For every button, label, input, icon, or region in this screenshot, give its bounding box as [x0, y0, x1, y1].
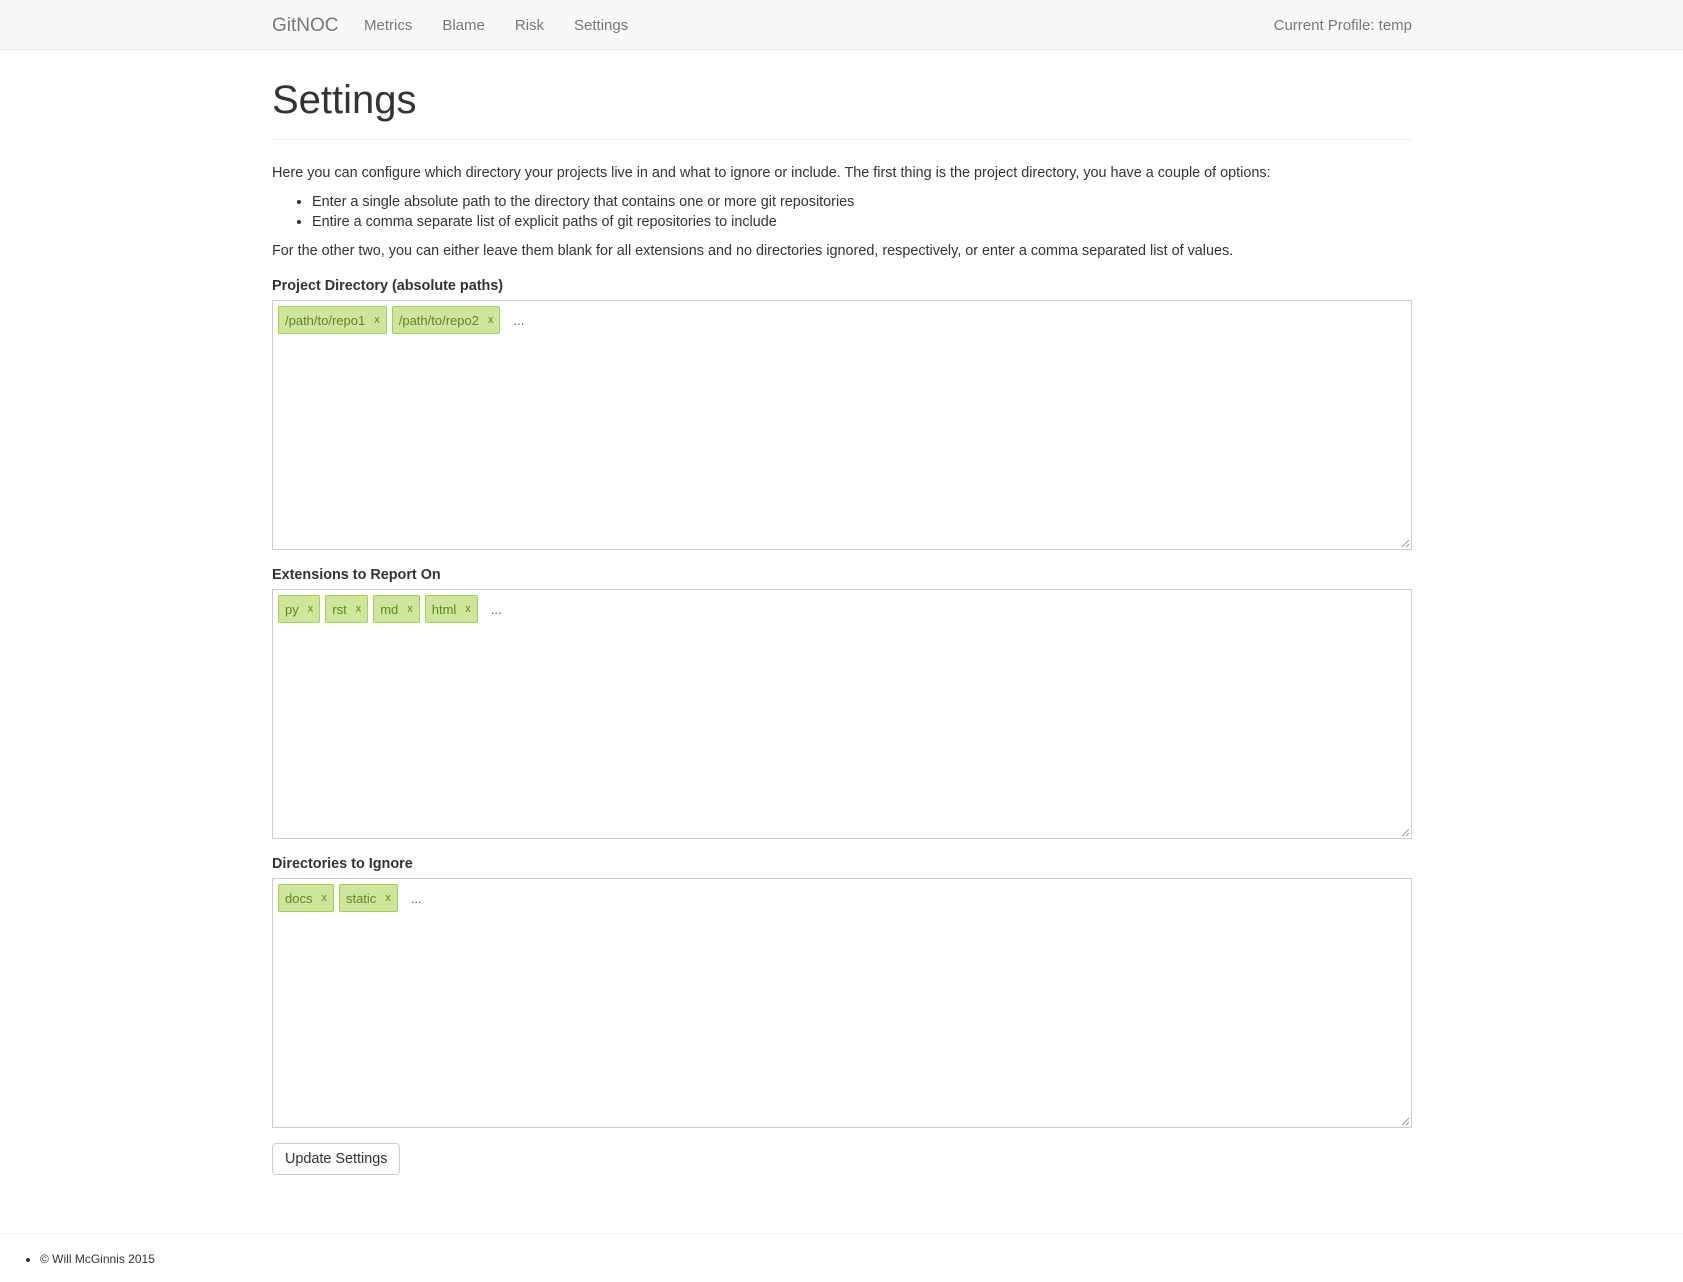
tag: [278, 595, 320, 623]
copyright-text: • © Will McGinnis 2015: [40, 1252, 1683, 1266]
tag-label: rst: [332, 601, 347, 617]
tag: [425, 595, 478, 623]
tag-label: static: [345, 890, 377, 906]
nav-links: [364, 17, 658, 34]
tag: [373, 595, 420, 623]
resize-handle-icon[interactable]: [1400, 1116, 1410, 1126]
tag-label: /path/to/repo1: [285, 312, 366, 328]
tag-remove-button[interactable]: x: [321, 892, 327, 904]
nav-link-risk[interactable]: Risk: [514, 17, 545, 34]
tag-remove-button[interactable]: x: [355, 603, 362, 615]
brand-link[interactable]: GitNOC: [272, 15, 339, 36]
extensions-label: Extensions to Report On: [272, 567, 441, 583]
tag-label: py: [285, 601, 299, 617]
tag: [392, 306, 501, 334]
tag-remove-button[interactable]: x: [307, 603, 314, 615]
tag-remove-button[interactable]: x: [465, 603, 471, 615]
tag: [325, 595, 368, 623]
footer-list: [0, 1252, 1683, 1266]
ignore-dirs-add-tag-input[interactable]: [409, 890, 473, 907]
tag-label: md: [380, 601, 399, 617]
page-header: [272, 78, 1412, 140]
extensions-tags: [278, 595, 553, 623]
tag-remove-button[interactable]: x: [407, 603, 413, 615]
ignore-dirs-label: Directories to Ignore: [272, 856, 413, 872]
nav-link-metrics[interactable]: Metrics: [364, 17, 413, 34]
main-container: [272, 49, 1412, 1175]
tag: [339, 884, 398, 912]
tag-label: html: [431, 601, 457, 617]
current-profile: Current Profile: temp: [1273, 17, 1412, 34]
project-dir-label: Project Directory (absolute paths): [272, 278, 504, 294]
intro-text: Here you can configure which directory your projects live in and what to ignore or include. The first thing is the project directory, you have a couple of options:: [272, 165, 1271, 181]
project-dir-add-tag-input[interactable]: [511, 312, 575, 329]
option-item: • Entire a comma separate list of explicit paths of git repositories to include: [312, 212, 1412, 232]
extensions-tags-input[interactable]: [272, 589, 1412, 839]
intro-section: [272, 163, 1412, 261]
settings-form: [272, 278, 1412, 1175]
update-settings-button[interactable]: Update Settings: [272, 1143, 400, 1175]
top-navbar: [0, 0, 1683, 50]
tag-remove-button[interactable]: x: [374, 314, 380, 326]
tag: [278, 884, 334, 912]
nav-link-blame[interactable]: Blame: [442, 17, 485, 34]
option-item: • Enter a single absolute path to the directory that contains one or more git repositories: [312, 192, 1412, 212]
tag-remove-button[interactable]: x: [385, 892, 391, 904]
tag-remove-button[interactable]: x: [487, 314, 494, 326]
tag-label: docs: [285, 890, 313, 906]
resize-handle-icon[interactable]: [1400, 827, 1410, 837]
page-title: Settings: [272, 78, 417, 122]
resize-handle-icon[interactable]: [1400, 538, 1410, 548]
ignore-dirs-tags: [278, 884, 473, 912]
extensions-add-tag-input[interactable]: [489, 601, 553, 618]
options-list: [272, 192, 1412, 232]
ignore-dirs-tags-input[interactable]: [272, 878, 1412, 1128]
note-text: For the other two, you can either leave them blank for all extensions and no directories ignored, respectively, or enter a comma separated list of values.: [272, 243, 1234, 259]
tag-label: /path/to/repo2: [398, 312, 479, 328]
tag: [278, 306, 387, 334]
project-dir-tags-input[interactable]: [272, 300, 1412, 550]
nav-link-settings[interactable]: Settings: [574, 17, 629, 34]
navbar-container: [272, 0, 1412, 49]
project-dir-tags: [278, 306, 575, 334]
footer: [0, 1233, 1683, 1266]
